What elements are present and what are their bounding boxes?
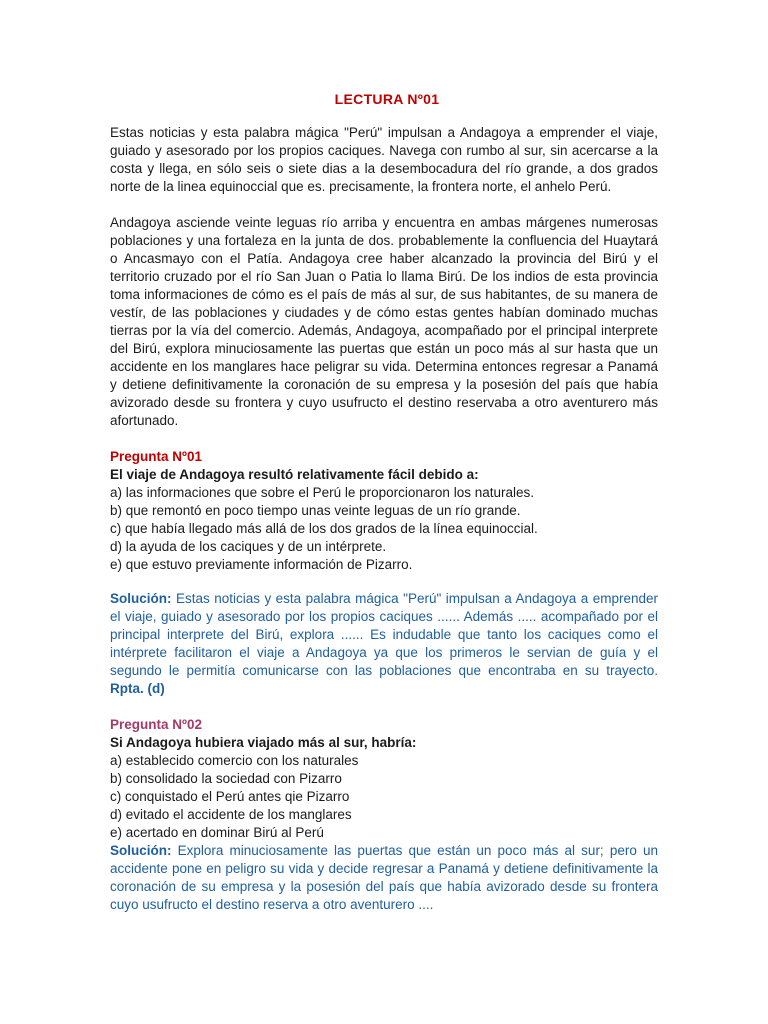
question-1-option-a: a) las informaciones que sobre el Perú le proporcionaron los naturales. xyxy=(110,485,534,500)
question-1-solution xyxy=(110,590,658,698)
reading-paragraph-2: Andagoya asciende veinte leguas río arriba y encuentra en ambas márgenes numerosas poblaciones y una fortaleza en la junta de dos. probablemente la confluencia del Huaytará o Ancasmayo con el Patía. Andagoya cree haber alcanzado la provincia del Birú y el territorio cruzado por el río San Juan o Patia lo llama Birú. De los indios de esta provincia toma informaciones de cómo es el país de más al sur, de sus habitantes, de su manera de vestír, de las poblaciones y ciudades y de cómo estas gentes habían dominado muchas tierras por la vía del comercio. Además, Andagoya, acompañado por el principal interprete del Birú, explora minuciosamente las puertas que están un poco más al sur hasta que un accidente en los manglares hace peligrar su vida. Determina entonces regresar a Panamá y detiene definitivamente la coronación de su empresa y la posesión del país que había avizorado desde su frontera y cuyo usufructo el destino reservaba a otro aventurero más afortunado. xyxy=(110,215,658,428)
spacer xyxy=(110,698,658,716)
question-1-option-c: c) que había llegado más allá de los dos grados de la línea equinoccial. xyxy=(110,521,538,536)
question-1-answer: Rpta. (d) xyxy=(110,681,165,696)
spacer xyxy=(110,430,658,448)
page-title: LECTURA Nº01 xyxy=(334,91,440,107)
question-2-option-e: e) acertado en dominar Birú al Perú xyxy=(110,825,324,840)
question-2 xyxy=(110,716,658,914)
question-2-option-d: d) evitado el accidente de los manglares xyxy=(110,807,352,822)
question-1-option-e: e) que estuvo previamente información de Pizarro. xyxy=(110,557,413,572)
reading-paragraph-1: Estas noticias y esta palabra mágica "Perú" impulsan a Andagoya a emprender el viaje, guiado y asesorado por los propios caciques. Navega con rumbo al sur, sin acercarse a la costa y llega, en sólo seis o siete dias a la desembocadura del río grande, a dos grados norte de la linea equinoccial que es. precisamente, la frontera norte, el anhelo Perú. xyxy=(110,125,658,194)
question-1-solution-label: Solución: xyxy=(110,591,172,606)
document-content xyxy=(110,90,658,914)
question-2-option-a: a) establecido comercio con los naturales xyxy=(110,753,359,768)
question-2-label: Pregunta Nº02 xyxy=(110,717,202,732)
question-1-solution-text: Estas noticias y esta palabra mágica "Perú" impulsan a Andagoya a emprender el viaje, guiado y asesorado por los propios caciques ...... Además ..... acompañado por el principal interprete del Birú, explora ...... Es indudable que tanto los caciques como el intérprete facilitaron el viaje a Andagoya ya que los primeros le servian de guía y el segundo le permitía comunicarse con las poblaciones que encontraba en su trayecto. xyxy=(110,591,658,678)
spacer xyxy=(110,196,658,214)
spacer xyxy=(110,574,658,590)
question-2-option-b: b) consolidado la sociedad con Pizarro xyxy=(110,771,342,786)
question-1-stem: El viaje de Andagoya resultó relativamente fácil debido a: xyxy=(110,467,479,482)
question-2-solution-label: Solución: xyxy=(110,843,172,858)
question-1-label: Pregunta Nº01 xyxy=(110,449,202,464)
question-2-solution-text: Explora minuciosamente las puertas que están un poco más al sur; pero un accidente pone en peligro su vida y decide regresar a Panamá y detiene definitivamente la coronación de su empresa y la posesión del país que había avizorado desde su frontera cuyo usufructo el destino reserva a otro aventurero .... xyxy=(110,843,658,912)
question-2-solution xyxy=(110,842,658,914)
question-2-stem: Si Andagoya hubiera viajado más al sur, habría: xyxy=(110,735,417,750)
question-1-option-b: b) que remontó en poco tiempo unas veinte leguas de un río grande. xyxy=(110,503,521,518)
question-1-option-d: d) la ayuda de los caciques y de un intérprete. xyxy=(110,539,387,554)
question-2-option-c: c) conquistado el Perú antes qie Pizarro xyxy=(110,789,350,804)
question-1 xyxy=(110,448,658,698)
